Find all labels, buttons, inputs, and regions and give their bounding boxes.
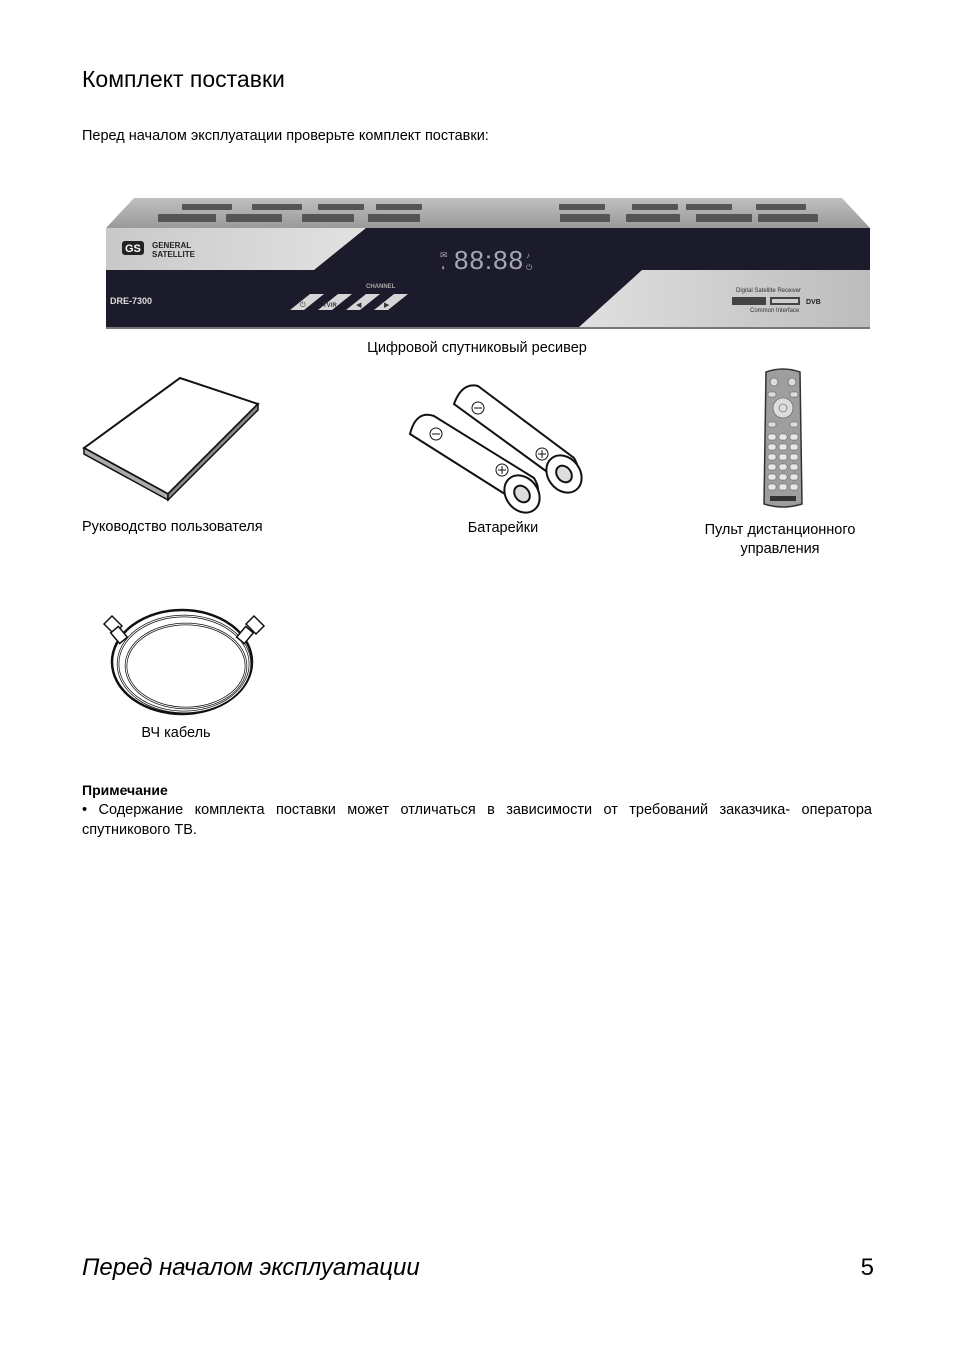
channel-label: CHANNEL [366,284,396,290]
receiver-caption: Цифровой спутниковый ресивер [367,340,587,356]
brand-line1: GENERAL [152,241,192,250]
led-display: 88:88 [454,245,525,275]
remote-caption [680,521,880,559]
batteries-illustration [404,374,594,516]
remote-illustration [760,368,806,510]
manual-illustration [80,374,264,504]
prev-button-icon: ◀ [356,302,362,309]
svg-text:♪: ♪ [526,251,530,260]
tvr-button-label: TV/R [323,303,337,309]
svg-text:◑: ◑ [440,263,445,272]
svg-text:✉: ✉ [440,250,448,260]
page-number: 5 [860,1254,874,1281]
footer-section-title: Перед началом эксплуатации [82,1254,420,1281]
power-button-icon: ⏻ [300,302,306,309]
batteries-caption: Батарейки [467,520,539,536]
rf-cable-illustration [98,602,270,720]
panel-subtitle: Common Interface [750,308,800,314]
manual-caption: Руководство пользователя [82,519,263,535]
receiver-illustration [104,196,872,332]
intro-text: Перед началом эксплуатации проверьте комплект поставки: [82,128,489,144]
svg-text:⏻: ⏻ [526,263,533,272]
remote-caption-line2: управления [740,541,820,557]
remote-caption-line1: Пульт дистанционного [704,522,856,538]
dvb-logo: DVB [806,299,821,306]
model-label: DRE-7300 [110,296,153,306]
svg-text:GS: GS [125,243,141,255]
panel-title: Digital Satellite Receiver [736,288,802,294]
note-body: • Содержание комплекта поставки может отличаться в зависимости от требований заказчика- оператора спутникового ТВ. [82,802,872,838]
next-button-icon: ▶ [384,302,390,309]
note-title: Примечание [82,782,168,798]
page-title: Комплект поставки [82,66,285,92]
rf-cable-caption: ВЧ кабель [141,725,211,741]
brand-line2: SATELLITE [152,250,195,259]
